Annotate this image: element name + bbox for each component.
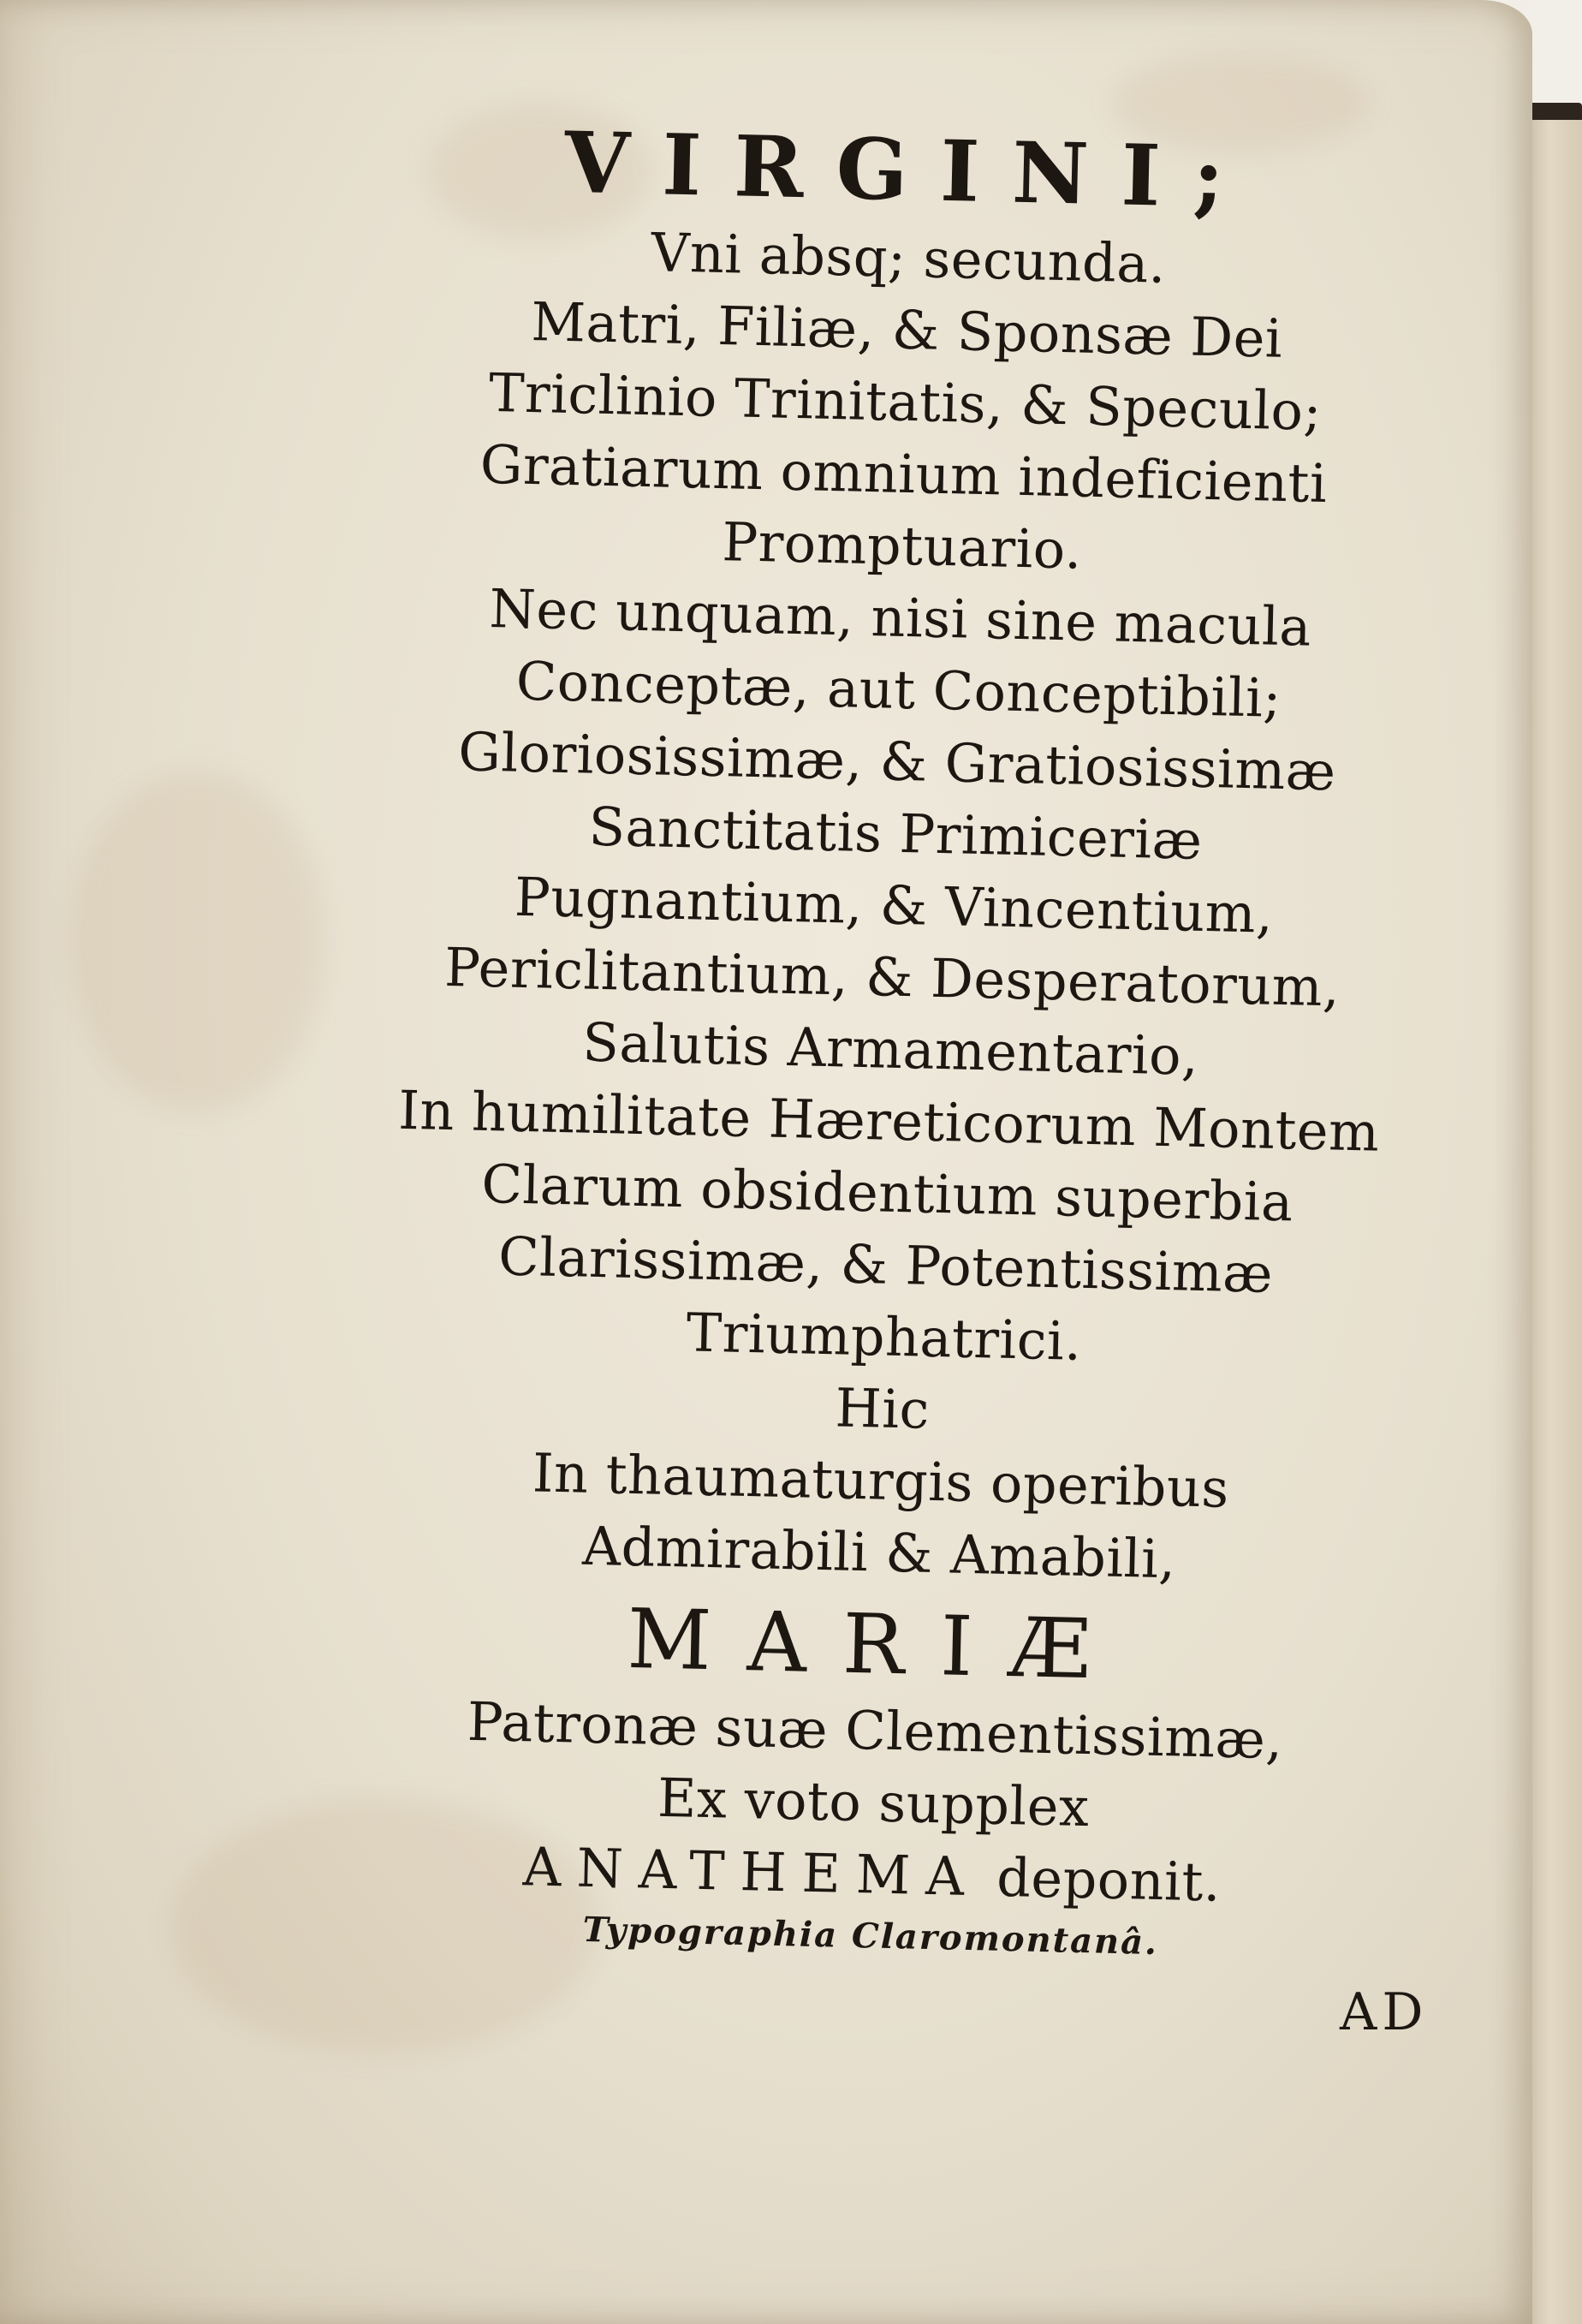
text-line: Triumphatrici. (686, 1301, 1083, 1373)
text-line: Gratiarum omnium indeficienti (479, 432, 1329, 515)
text-line: Conceptæ, aut Conceptibili; (515, 649, 1282, 730)
text-line: Nec unquam, nisi sine macula (488, 576, 1312, 658)
text-line: Periclitantium, & Desperatorum, (443, 935, 1341, 1019)
catchword: AD (1340, 1982, 1429, 2042)
anathema-caps: ANATHEMA (522, 1835, 980, 1909)
text-line: Sanctitatis Primiceriæ (587, 795, 1204, 872)
text-line: In thaumaturgis operibus (532, 1441, 1230, 1520)
title-line: VIRGINI; (563, 113, 1258, 229)
dedication-text (360, 109, 1421, 1974)
text-line: Vni absq; secunda. (650, 221, 1167, 295)
text-line: Admirabili & Amabili, (581, 1514, 1177, 1591)
text-line: Clarum obsidentium superbia (480, 1152, 1294, 1234)
text-line: Ex voto supplex (657, 1766, 1091, 1839)
text-line: Clarissimæ, & Potentissimæ (497, 1225, 1274, 1305)
text-line: Gloriosissimæ, & Gratiosissimæ (457, 720, 1337, 803)
text-line: Triclinio Trinitatis, & Speculo; (488, 361, 1323, 443)
text-line: Hic (834, 1376, 931, 1441)
text-line: Patronæ suæ Clementissimæ, (467, 1689, 1284, 1772)
text-line: Promptuario. (721, 510, 1083, 581)
text-line: Matri, Filiæ, & Sponsæ Dei (530, 289, 1284, 370)
imprint-line: Typographia Claromontanâ. (582, 1909, 1159, 1963)
text-line: In humilitate Hæreticorum Montem (397, 1078, 1381, 1164)
text-line: Pugnantium, & Vincentium, (514, 865, 1275, 945)
name-line: MARIÆ (626, 1590, 1128, 1699)
anathema-rest: deponit. (996, 1845, 1222, 1914)
paper-stain (68, 771, 325, 1113)
text-line: Salutis Armamentario, (581, 1010, 1200, 1088)
